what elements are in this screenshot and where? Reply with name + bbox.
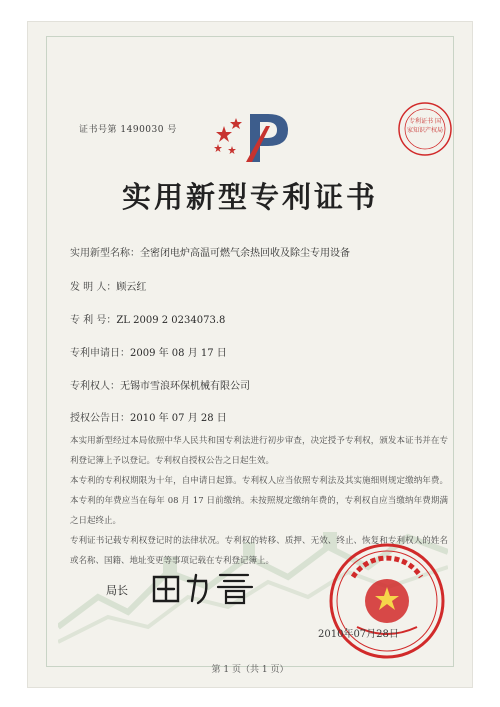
certificate-title: 实用新型专利证书 <box>121 180 378 214</box>
field-patent-number <box>70 311 225 326</box>
seal-date: 2010年07月28日 <box>318 629 399 640</box>
field-application-date <box>70 344 227 359</box>
field-label: 实用新型名称： <box>70 248 140 259</box>
field-utility-model-name <box>70 244 350 259</box>
field-label: 专 利 号： <box>70 315 117 326</box>
page-footer: 第 1 页（共 1 页） <box>211 665 289 675</box>
field-label: 授权公告日： <box>70 413 130 424</box>
field-value: 2010 年 07 月 28 日 <box>130 413 227 424</box>
director-label: 局长 <box>106 584 128 597</box>
field-label: 专利权人： <box>70 381 120 392</box>
field-value: 2009 年 08 月 17 日 <box>130 348 227 359</box>
body-paragraph: 专利证书记载专利权登记时的法律状况。专利权的转移、质押、无效、终止、恢复和专利权人的姓名或名称、国籍、地址变更等事项记载在专利登记簿上。 <box>70 536 448 566</box>
corner-stamp-text: 专利证书 国家知识产权局 <box>407 118 444 134</box>
director-signature <box>148 567 268 607</box>
field-label: 发 明 人： <box>70 282 117 293</box>
cert-number-value: 1490030 <box>120 125 164 135</box>
cert-number-suffix: 号 <box>167 125 177 135</box>
field-value: 无锡市雪浪环保机械有限公司 <box>120 381 250 392</box>
official-seal <box>327 541 447 661</box>
field-value: 顾云红 <box>116 282 147 293</box>
field-value: ZL 2009 2 0234073.8 <box>116 315 226 326</box>
cert-number-label: 证书号第 <box>79 125 118 135</box>
body-paragraph: 本专利的专利权期限为十年，自申请日起算。专利权人应当依照专利法及其实施细则规定缴纳年费。本专利的年费应当在每年 08 月 17 日前缴纳。未按照规定缴纳年费的，专利权自应当缴纳年费期满之日起终止。 <box>70 476 448 526</box>
body-paragraph: 本实用新型经过本局依照中华人民共和国专利法进行初步审查，决定授予专利权，颁发本证书并在专利登记簿上予以登记。专利权自授权公告之日起生效。 <box>70 436 448 466</box>
field-label: 专利申请日： <box>70 348 130 359</box>
certificate-number <box>79 122 177 135</box>
patent-certificate <box>28 22 472 687</box>
patent-office-emblem <box>210 106 306 166</box>
field-inventor <box>70 278 146 293</box>
field-value: 全密闭电炉高温可燃气余热回收及除尘专用设备 <box>140 248 350 259</box>
field-patentee <box>70 377 250 392</box>
field-grant-date <box>70 409 227 424</box>
